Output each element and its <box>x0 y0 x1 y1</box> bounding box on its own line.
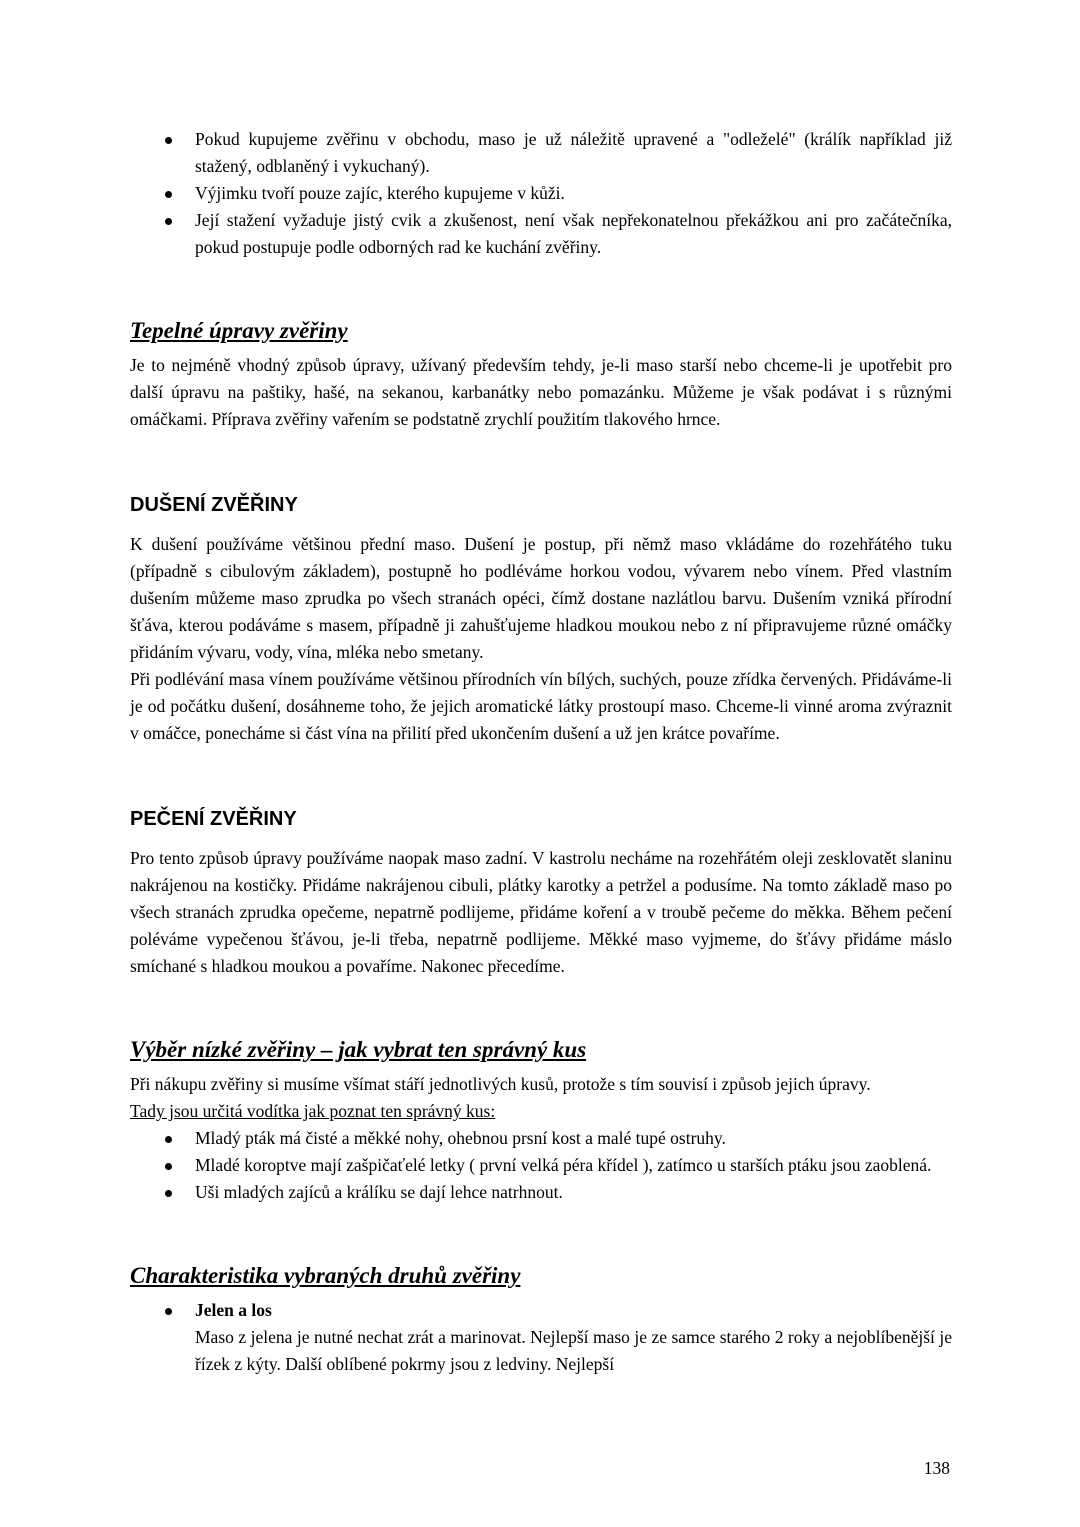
list-item <box>130 126 952 180</box>
species-description: Maso z jelena je nutné nechat zrát a marinovat. Nejlepší maso je ze samce starého 2 roky a nejoblíbenější je řízek z kýty. Další oblíbené pokrmy jsou z ledviny. Nejlepší <box>195 1327 952 1374</box>
section-heading-peceni: PEČENÍ ZVĚŘINY <box>130 808 297 830</box>
bullet-icon <box>165 1136 172 1143</box>
paragraph: Pro tento způsob úpravy používáme naopak maso zadní. V kastrolu necháme na rozehřátém oleji zesklovatět slaninu nakrájenou na kostičky. Přidáme nakrájenou cibuli, plátky karotky a petržel a podusíme. Na tomto základě maso po všech stranách zprudka opečeme, nepatrně podlijeme, přidáme koření a v troubě pečeme do měkka. Během pečení poléváme vypečenou šťávou, je-li třeba, nepatrně podlijeme. Měkké maso vyjmeme, do šťávy přidáme máslo smíchané s hladkou moukou a povaříme. Nakonec přecedíme. <box>130 848 952 976</box>
section-heading-vyber: Výběr nízké zvěřiny – jak vybrat ten správný kus <box>130 1037 587 1062</box>
intro-bullet-list <box>130 126 952 261</box>
species-name: Jelen a los <box>195 1300 272 1320</box>
paragraph: Při nákupu zvěřiny si musíme všímat stáří jednotlivých kusů, protože s tím souvisí i způsob jejich úpravy. <box>130 1074 871 1094</box>
list-item-text: Výjimku tvoří pouze zajíc, kterého kupujeme v kůži. <box>195 183 565 203</box>
bullet-icon <box>165 218 172 225</box>
list-item <box>130 207 952 261</box>
list-item-text: Pokud kupujeme zvěřinu v obchodu, maso je už náležitě upravené a "odleželé" (králík například již stažený, odblaněný i vykuchaný). <box>195 129 952 176</box>
paragraph: Je to nejméně vhodný způsob úpravy, užívaný především tehdy, je-li maso starší nebo chceme-li je upotřebit pro další úpravu na paštiky, hašé, na sekanou, karbanátky nebo pomazánku. Můžeme je však podávat i s různými omáčkami. Příprava zvěřiny vařením se podstatně zrychlí použitím tlakového hrnce. <box>130 355 952 429</box>
list-item <box>130 1297 952 1324</box>
list-item-text: Mladý pták má čisté a měkké nohy, ohebnou prsní kost a malé tupé ostruhy. <box>195 1128 726 1148</box>
page-number: 138 <box>923 1458 950 1478</box>
species-list <box>130 1297 952 1378</box>
bullet-icon <box>165 1163 172 1170</box>
bullet-icon <box>165 137 172 144</box>
criteria-intro-line: Tady jsou určitá vodítka jak poznat ten správný kus: <box>130 1101 496 1121</box>
bullet-icon <box>165 1190 172 1197</box>
list-item-text: Uši mladých zajíců a králíku se dají lehce natrhnout. <box>195 1182 563 1202</box>
paragraph: Při podlévání masa vínem používáme většinou přírodních vín bílých, suchých, pouze zřídka červených. Přidáváme-li je od počátku dušení, dosáhneme toho, že jejich aromatické látky prostoupí maso. Chceme-li vinné aroma zvýraznit v omáčce, ponecháme si část vína na přilití před ukončením dušení a už jen krátce povaříme. <box>130 669 952 743</box>
list-item <box>130 1179 952 1206</box>
criteria-bullet-list <box>130 1125 952 1206</box>
paragraph: K dušení používáme většinou přední maso. Dušení je postup, při němž maso vkládáme do rozehřátého tuku (případně s cibulovým základem), postupně ho podléváme horkou vodou, vývarem nebo vínem. Před vlastním dušením můžeme maso zprudka po všech stranách opéci, čímž dostane nazlátlou barvu. Dušením vzniká přírodní šťáva, kterou podáváme s masem, případně ji zahušťujeme hladkou moukou nebo z ní připravujeme různé omáčky přidáním vývaru, vody, vína, mléka nebo smetany. <box>130 534 952 662</box>
section-heading-charakteristika: Charakteristika vybraných druhů zvěřiny <box>130 1263 521 1288</box>
bullet-icon <box>165 1308 172 1315</box>
section-heading-duseni: DUŠENÍ ZVĚŘINY <box>130 494 298 516</box>
list-item-text: Její stažení vyžaduje jistý cvik a zkušenost, není však nepřekonatelnou překážkou ani pro začátečníka, pokud postupuje podle odborných rad ke kuchání zvěřiny. <box>195 210 952 257</box>
list-item-text: Mladé koroptve mají zašpičaťelé letky ( první velká péra křídel ), zatímco u starších ptáku jsou zaoblená. <box>195 1155 932 1175</box>
list-item <box>130 180 952 207</box>
list-item <box>130 1125 952 1152</box>
bullet-icon <box>165 191 172 198</box>
section-heading-tepelne-upravy: Tepelné úpravy zvěřiny <box>130 318 348 343</box>
list-item <box>130 1152 952 1179</box>
species-description-block <box>130 1324 952 1378</box>
